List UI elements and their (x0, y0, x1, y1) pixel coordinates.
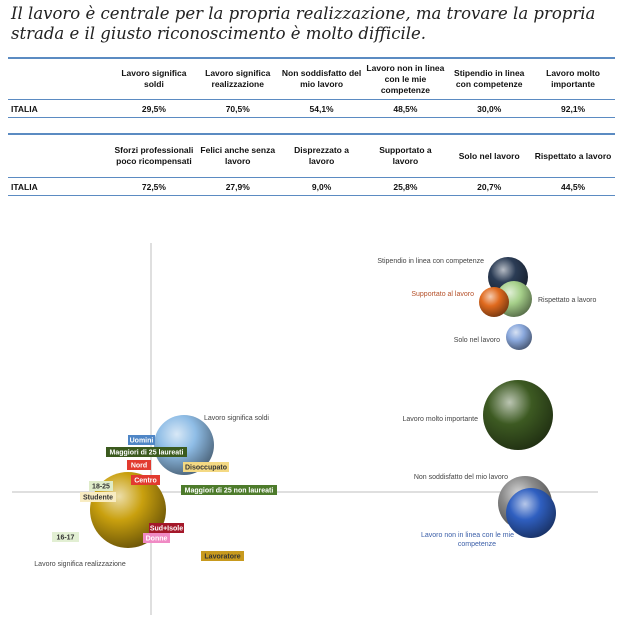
table-2-header-sforzi: Sforzi professionali poco ricompensati (112, 134, 196, 178)
table-1 (8, 57, 615, 118)
tag-label-5: 18-25 (92, 483, 110, 491)
table-2-cell: 25,8% (363, 178, 447, 196)
table-1-header-non-in-linea: Lavoro non in linea con le mie competenze (363, 58, 447, 100)
table-1-header-stipendio: Stipendio in linea con competenze (447, 58, 531, 100)
table-2-cell: 20,7% (447, 178, 531, 196)
table-2-cell: 27,9% (196, 178, 280, 196)
bubble-3 (506, 324, 532, 350)
table-2-cell: 72,5% (112, 178, 196, 196)
table-1-cell: 30,0% (447, 100, 531, 118)
tag-5 (89, 481, 113, 491)
table-2-cell: 44,5% (531, 178, 615, 196)
table-1-cell: 29,5% (112, 100, 196, 118)
bubble-label-4: Lavoro molto importante (402, 416, 478, 423)
table-1-cell: 54,1% (280, 100, 364, 118)
table-2-row-italia (8, 178, 615, 196)
tag-label-8: Sud+Isole (149, 525, 184, 533)
table-2-header-rispettato: Rispettato a lavoro (531, 134, 615, 178)
tag-label-4: Centro (134, 477, 157, 485)
tag-label-1: Maggiori di 25 laureati (109, 449, 184, 457)
bubble-4 (483, 380, 553, 450)
tag-2 (127, 460, 151, 470)
table-2-row-label: ITALIA (8, 178, 112, 196)
bubble-label-6: Lavoro non in linea con le mie competenze (420, 532, 514, 548)
bubble-chart (0, 225, 627, 620)
tag-8 (149, 523, 184, 533)
bubble-label-2: Supportato al lavoro (411, 291, 474, 298)
tag-label-6: Studente (83, 494, 113, 502)
tag-label-0: Uomini (129, 437, 154, 445)
tag-label-3: Disoccupato (184, 464, 228, 472)
table-1-cell: 70,5% (196, 100, 280, 118)
table-2-header-empty (8, 134, 112, 178)
table-2-header-disprezzato: Disprezzato a lavoro (280, 134, 364, 178)
table-1-row-italia (8, 100, 615, 118)
tag-label-10: 16-17 (56, 534, 75, 542)
table-1-header-molto-importante: Lavoro molto importante (531, 58, 615, 100)
bubble-label-1: Rispettato a lavoro (538, 297, 597, 304)
table-1-cell: 92,1% (531, 100, 615, 118)
bubble-6 (506, 488, 556, 538)
bubble-label-0: Stipendio in linea con competenze (377, 258, 484, 265)
table-2-header-felici: Felici anche senza lavoro (196, 134, 280, 178)
bubble-label-8: Lavoro significa realizzazione (34, 561, 126, 568)
tag-label-9: Donne (145, 535, 168, 543)
table-2-header-row (8, 134, 615, 178)
bubble-label-3: Solo nel lavoro (453, 337, 500, 344)
table-1-header-row (8, 58, 615, 100)
tag-label-7: Maggiori di 25 non laureati (184, 487, 274, 495)
tag-0 (128, 435, 155, 445)
table-2-header-solo: Solo nel lavoro (447, 134, 531, 178)
table-1-row-label: ITALIA (8, 100, 112, 118)
tag-11 (201, 551, 244, 561)
tag-9 (143, 533, 170, 543)
tag-4 (131, 475, 160, 485)
chart-title: Il lavoro è centrale per la propria realizzazione, ma trovare la propria strada e il giusto riconoscimento è molto difficile. (11, 4, 596, 43)
table-1-cell: 48,5% (363, 100, 447, 118)
bubble-label-7: Lavoro significa soldi (204, 415, 269, 422)
table-2-header-supportato: Supportato a lavoro (363, 134, 447, 178)
table-1-header-realizzazione: Lavoro significa realizzazione (196, 58, 280, 100)
table-1-header-soldi: Lavoro significa soldi (112, 58, 196, 100)
tag-label-2: Nord (130, 462, 148, 470)
tag-6 (80, 492, 116, 502)
tag-1 (106, 447, 187, 457)
table-2-cell: 9,0% (280, 178, 364, 196)
table-1-header-non-soddisfatto: Non soddisfatto del mio lavoro (280, 58, 364, 100)
tag-10 (52, 532, 79, 542)
tag-3 (183, 462, 229, 472)
tag-7 (181, 485, 277, 495)
bubble-label-5: Non soddisfatto del mio lavoro (413, 474, 508, 481)
bubble-2 (479, 287, 509, 317)
tag-label-11: Lavoratore (204, 553, 241, 561)
table-2 (8, 133, 615, 196)
table-1-header-empty (8, 58, 112, 100)
